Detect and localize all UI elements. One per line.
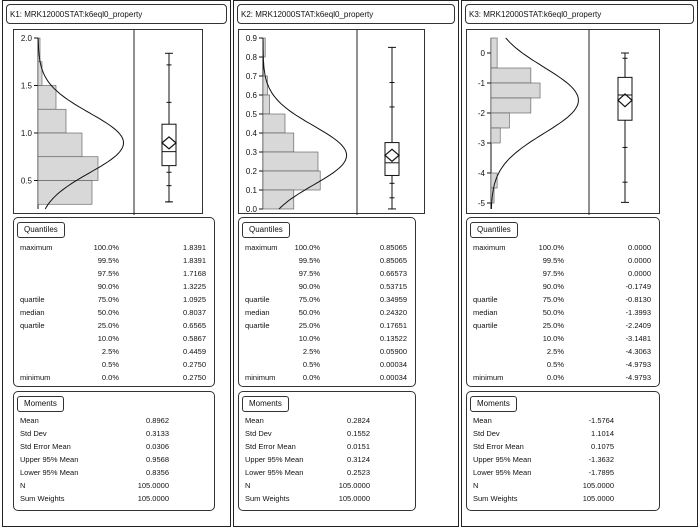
quantile-label: quartile — [245, 295, 270, 304]
quantile-percent: 90.0% — [542, 282, 564, 291]
quantile-value: -1.3993 — [625, 308, 651, 317]
quantile-row — [14, 358, 214, 371]
moment-value: 1.1014 — [591, 429, 614, 438]
quantile-row — [239, 345, 415, 358]
quantiles-header[interactable]: Quantiles — [17, 222, 65, 238]
histogram-bar — [491, 128, 500, 143]
quantile-row — [14, 345, 214, 358]
moment-value: 0.2824 — [347, 416, 370, 425]
moment-label: Mean — [20, 416, 39, 425]
moment-row — [14, 440, 214, 453]
quantile-percent: 75.0% — [298, 295, 320, 304]
histogram-boxplot-chart — [14, 30, 204, 215]
quantiles-panel — [466, 217, 660, 387]
y-tick-label: 0.5 — [20, 176, 32, 186]
column-title: K1: MRK12000STAT:k6eql0_property — [6, 4, 227, 24]
moment-label: Std Error Mean — [245, 442, 296, 451]
quantile-percent: 97.5% — [298, 269, 320, 278]
histogram-bar — [38, 157, 98, 181]
moment-row — [239, 479, 415, 492]
moment-row — [14, 492, 214, 505]
quantile-percent: 99.5% — [298, 256, 320, 265]
quantile-percent: 97.5% — [542, 269, 564, 278]
quantile-percent: 99.5% — [97, 256, 119, 265]
distribution-column-k1 — [2, 0, 231, 527]
quantile-value: 0.0000 — [628, 269, 651, 278]
moment-label: Upper 95% Mean — [20, 455, 79, 464]
y-tick-label: 0.4 — [245, 129, 257, 138]
histogram-bar — [491, 113, 509, 128]
quantile-value: 0.85065 — [379, 256, 407, 265]
quantile-row — [467, 345, 659, 358]
quantile-value: 0.2750 — [183, 360, 206, 369]
quantile-percent: 25.0% — [97, 321, 119, 330]
quantile-value: 0.8037 — [183, 308, 206, 317]
quantile-row — [467, 293, 659, 306]
y-tick-label: -2 — [477, 109, 485, 118]
moment-value: 105.0000 — [582, 481, 614, 490]
y-tick-label: 0.9 — [245, 34, 257, 43]
y-tick-label: 0.7 — [245, 72, 257, 81]
moments-panel — [238, 391, 416, 511]
distribution-plot — [466, 29, 660, 214]
column-title: K2: MRK12000STAT:k6eql0_property — [237, 4, 455, 24]
moment-row — [14, 453, 214, 466]
y-tick-label: 1.5 — [20, 81, 32, 91]
distribution-column-k3 — [461, 0, 698, 527]
quantile-label: quartile — [245, 321, 270, 330]
moment-value: 0.8962 — [146, 416, 169, 425]
quantile-value: 1.7168 — [183, 269, 206, 278]
histogram-bar — [491, 98, 531, 113]
quantile-row — [467, 371, 659, 384]
moment-row — [239, 492, 415, 505]
moment-row — [239, 440, 415, 453]
moment-label: Lower 95% Mean — [245, 468, 304, 477]
moment-value: 105.0000 — [582, 494, 614, 503]
y-tick-label: 0.2 — [245, 167, 257, 176]
quantile-row — [239, 306, 415, 319]
y-tick-label: -3 — [477, 139, 485, 148]
quantile-label: quartile — [473, 295, 498, 304]
quantile-value: -4.3063 — [625, 347, 651, 356]
quantile-value: -4.9793 — [625, 373, 651, 382]
y-tick-label: 2.0 — [20, 34, 32, 43]
quantile-percent: 10.0% — [298, 334, 320, 343]
y-tick-label: -5 — [477, 199, 485, 208]
quantile-value: 0.34959 — [379, 295, 407, 304]
moment-value: 105.0000 — [137, 494, 169, 503]
quantile-row — [467, 241, 659, 254]
y-tick-label: 0.8 — [245, 53, 257, 62]
quantile-value: 0.05900 — [379, 347, 407, 356]
moment-value: 0.2523 — [347, 468, 370, 477]
moment-value: 105.0000 — [338, 494, 370, 503]
quantile-percent: 2.5% — [101, 347, 119, 356]
quantile-row — [14, 254, 214, 267]
quantile-value: 0.85065 — [379, 243, 407, 252]
moment-label: Sum Weights — [473, 494, 518, 503]
moment-value: 0.3133 — [146, 429, 169, 438]
moment-label: Std Error Mean — [473, 442, 524, 451]
quantile-value: 0.13522 — [379, 334, 407, 343]
histogram-bar — [38, 181, 92, 205]
y-tick-label: 0.1 — [245, 186, 257, 195]
moment-row — [14, 479, 214, 492]
y-tick-label: 1.0 — [20, 129, 32, 138]
quantile-label: maximum — [20, 243, 53, 252]
moment-value: 0.1552 — [347, 429, 370, 438]
moment-value: 0.0151 — [347, 442, 370, 451]
quantile-label: minimum — [473, 373, 504, 382]
quantile-label: quartile — [20, 321, 45, 330]
histogram-bar — [263, 114, 285, 133]
quantiles-header[interactable]: Quantiles — [470, 222, 518, 238]
quantile-percent: 50.0% — [542, 308, 564, 317]
moment-label: Mean — [473, 416, 492, 425]
quantile-row — [14, 280, 214, 293]
histogram-boxplot-chart — [239, 30, 426, 215]
quantile-value: 1.8391 — [183, 256, 206, 265]
quantile-percent: 50.0% — [298, 308, 320, 317]
histogram-bar — [38, 133, 82, 157]
quantile-value: 0.0000 — [628, 243, 651, 252]
quantile-percent: 0.0% — [101, 373, 119, 382]
quantile-row — [467, 332, 659, 345]
quantile-percent: 2.5% — [546, 347, 564, 356]
quantile-percent: 0.5% — [546, 360, 564, 369]
quantile-row — [239, 241, 415, 254]
quantile-row — [467, 306, 659, 319]
quantile-value: 0.00034 — [379, 360, 407, 369]
moment-label: N — [245, 481, 251, 490]
distribution-column-k2 — [233, 0, 459, 527]
moment-row — [467, 492, 659, 505]
moments-panel — [13, 391, 215, 511]
moment-label: Std Dev — [245, 429, 272, 438]
moment-label: Lower 95% Mean — [20, 468, 79, 477]
quantile-value: -3.1481 — [625, 334, 651, 343]
moment-row — [467, 440, 659, 453]
quantile-row — [467, 319, 659, 332]
moment-row — [239, 414, 415, 427]
moment-label: Std Dev — [20, 429, 47, 438]
quantile-value: -2.2409 — [625, 321, 651, 330]
quantile-label: quartile — [20, 295, 45, 304]
quantile-value: -0.8130 — [625, 295, 651, 304]
y-tick-label: -1 — [477, 79, 485, 88]
moment-label: N — [473, 481, 479, 490]
moment-row — [467, 414, 659, 427]
quantile-row — [239, 371, 415, 384]
moment-value: -1.7895 — [588, 468, 614, 477]
quantile-label: median — [245, 308, 270, 317]
histogram-bar — [491, 38, 497, 68]
moment-row — [239, 453, 415, 466]
quantile-row — [14, 306, 214, 319]
quantile-row — [239, 267, 415, 280]
histogram-bar — [491, 83, 540, 98]
moment-value: 0.9568 — [146, 455, 169, 464]
quantile-row — [239, 358, 415, 371]
quantile-percent: 100.0% — [93, 243, 119, 252]
moment-label: Sum Weights — [245, 494, 290, 503]
quantile-value: -4.9793 — [625, 360, 651, 369]
y-tick-label: -4 — [477, 169, 485, 178]
y-tick-label: 0 — [480, 49, 485, 58]
moment-value: -1.5764 — [588, 416, 614, 425]
moment-label: Upper 95% Mean — [473, 455, 532, 464]
quantile-percent: 10.0% — [542, 334, 564, 343]
quantile-value: 0.00034 — [379, 373, 407, 382]
moment-value: 0.1075 — [591, 442, 614, 451]
moment-row — [467, 466, 659, 479]
quantiles-header[interactable]: Quantiles — [242, 222, 290, 238]
quantile-value: 0.6565 — [183, 321, 206, 330]
quantile-label: maximum — [245, 243, 278, 252]
quantile-label: maximum — [473, 243, 506, 252]
moment-row — [239, 466, 415, 479]
y-tick-label: 0.6 — [245, 91, 257, 100]
quantile-percent: 25.0% — [298, 321, 320, 330]
quantile-row — [467, 254, 659, 267]
quantile-value: 0.4459 — [183, 347, 206, 356]
y-tick-label: 0.3 — [245, 148, 257, 157]
histogram-bar — [38, 86, 56, 110]
quantile-percent: 90.0% — [97, 282, 119, 291]
moments-header[interactable]: Moments — [17, 396, 64, 412]
quantile-percent: 0.0% — [546, 373, 564, 382]
moment-value: 105.0000 — [137, 481, 169, 490]
histogram-bar — [263, 152, 318, 171]
moment-row — [467, 453, 659, 466]
quantile-row — [14, 267, 214, 280]
quantile-value: 0.0000 — [628, 256, 651, 265]
quantile-value: 0.2750 — [183, 373, 206, 382]
histogram-bar — [263, 76, 267, 95]
moments-header[interactable]: Moments — [470, 396, 517, 412]
quantile-percent: 0.0% — [302, 373, 320, 382]
moment-value: 105.0000 — [338, 481, 370, 490]
quantile-row — [239, 293, 415, 306]
quantile-value: 1.3225 — [183, 282, 206, 291]
quantile-value: -0.1749 — [625, 282, 651, 291]
quantile-row — [239, 319, 415, 332]
y-tick-label: 0.5 — [245, 110, 257, 119]
quantile-percent: 100.0% — [294, 243, 320, 252]
moment-row — [467, 427, 659, 440]
quantile-row — [14, 371, 214, 384]
moment-row — [467, 479, 659, 492]
moment-label: Std Error Mean — [20, 442, 71, 451]
quantile-percent: 25.0% — [542, 321, 564, 330]
quantile-value: 0.17651 — [379, 321, 407, 330]
quantile-row — [14, 293, 214, 306]
distribution-plot — [238, 29, 425, 214]
quantiles-panel — [238, 217, 416, 387]
quantile-label: median — [20, 308, 45, 317]
quantile-row — [467, 358, 659, 371]
quantile-percent: 99.5% — [542, 256, 564, 265]
moment-row — [14, 466, 214, 479]
quantile-value: 0.66573 — [379, 269, 407, 278]
moment-row — [239, 427, 415, 440]
distribution-plot — [13, 29, 203, 214]
quantile-percent: 50.0% — [97, 308, 119, 317]
y-tick-label: 0.0 — [245, 205, 257, 214]
quantile-percent: 75.0% — [542, 295, 564, 304]
moments-panel — [466, 391, 660, 511]
histogram-bar — [38, 62, 42, 86]
moment-label: Std Dev — [473, 429, 500, 438]
quantile-row — [14, 332, 214, 345]
quantile-row — [239, 280, 415, 293]
moment-label: Lower 95% Mean — [473, 468, 532, 477]
quantile-percent: 97.5% — [97, 269, 119, 278]
quantile-value: 0.5867 — [183, 334, 206, 343]
histogram-bar — [263, 190, 294, 209]
quantile-label: median — [473, 308, 498, 317]
quantile-row — [239, 254, 415, 267]
quantile-percent: 90.0% — [298, 282, 320, 291]
quantile-percent: 2.5% — [302, 347, 320, 356]
quantile-value: 1.0925 — [183, 295, 206, 304]
quantile-value: 0.24320 — [379, 308, 407, 317]
moment-label: Mean — [245, 416, 264, 425]
quantile-value: 0.53715 — [379, 282, 407, 291]
moment-row — [14, 427, 214, 440]
moment-value: -1.3632 — [588, 455, 614, 464]
histogram-boxplot-chart — [467, 30, 661, 215]
quantile-value: 1.8391 — [183, 243, 206, 252]
quantile-percent: 0.5% — [101, 360, 119, 369]
quantile-label: minimum — [20, 373, 51, 382]
moment-label: N — [20, 481, 26, 490]
quantile-row — [467, 280, 659, 293]
histogram-bar — [38, 109, 66, 133]
quantile-percent: 100.0% — [538, 243, 564, 252]
moment-label: Sum Weights — [20, 494, 65, 503]
histogram-bar — [491, 68, 531, 83]
moment-row — [14, 414, 214, 427]
moment-label: Upper 95% Mean — [245, 455, 304, 464]
quantile-percent: 75.0% — [97, 295, 119, 304]
moment-value: 0.3124 — [347, 455, 370, 464]
moment-value: 0.0306 — [146, 442, 169, 451]
quantile-row — [14, 241, 214, 254]
moments-header[interactable]: Moments — [242, 396, 289, 412]
quantile-row — [239, 332, 415, 345]
histogram-bar — [263, 133, 294, 152]
quantiles-panel — [13, 217, 215, 387]
box — [385, 143, 399, 176]
moment-value: 0.8356 — [146, 468, 169, 477]
quantile-row — [14, 319, 214, 332]
quantile-percent: 0.5% — [302, 360, 320, 369]
histogram-bar — [263, 171, 320, 190]
quantile-row — [467, 267, 659, 280]
quantile-label: minimum — [245, 373, 276, 382]
quantile-percent: 10.0% — [97, 334, 119, 343]
histogram-bar — [263, 95, 270, 114]
column-title: K3: MRK12000STAT:k6eql0_property — [465, 4, 694, 24]
quantile-label: quartile — [473, 321, 498, 330]
